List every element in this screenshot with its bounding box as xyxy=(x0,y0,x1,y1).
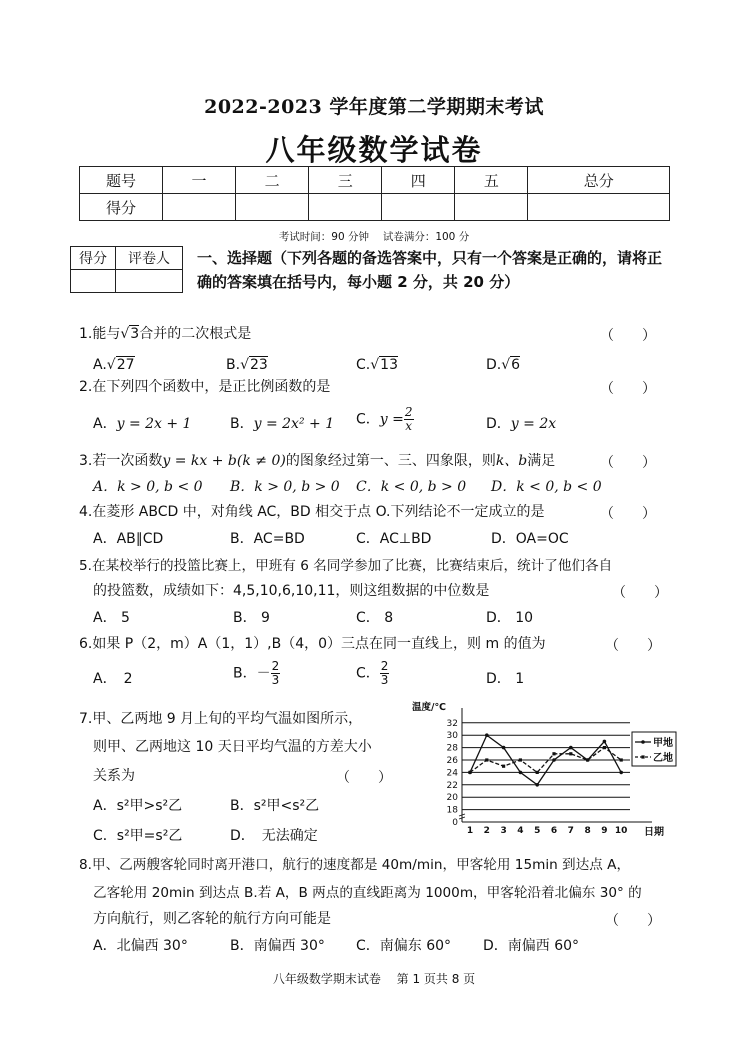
data-point xyxy=(536,771,539,774)
q1-text-pre: 1.能与 xyxy=(79,326,121,342)
q6-option-a: A． 2 xyxy=(93,671,133,687)
data-point xyxy=(485,733,489,737)
q7-option-a: A．s²甲>s²乙 xyxy=(93,798,183,814)
answer-blank-6[interactable]: （ ） xyxy=(605,638,661,654)
data-point xyxy=(485,758,488,761)
data-point xyxy=(586,758,589,761)
q1-text-post: 合并的二次根式是 xyxy=(139,326,252,342)
q4-option-d: D．OA=OC xyxy=(491,531,569,547)
exam-subtitle: 八年级数学试卷 xyxy=(265,133,483,167)
x-tick-label: 3 xyxy=(500,826,507,836)
data-point xyxy=(502,746,506,750)
q8-option-c: C．南偏东 60° xyxy=(356,938,452,954)
q3-option-c: C．k < 0, b > 0 xyxy=(356,479,467,495)
q5-option-c: C． 8 xyxy=(356,610,394,626)
x-tick-label: 6 xyxy=(550,826,558,836)
q3-option-a: A．k > 0, b < 0 xyxy=(93,479,203,495)
answer-blank-2[interactable]: （ ） xyxy=(600,381,656,397)
question-8-stem-line1: 8.甲、乙两艘客轮同时离开港口，航行的速度都是 40m/min，甲客轮用 15min 到达点 A， xyxy=(79,857,631,873)
exam-title: 2022-2023 学年度第二学期期末考试 xyxy=(204,96,544,118)
question-5-stem-line2: 的投篮数，成绩如下：4,5,10,6,10,11，则这组数据的中位数是 xyxy=(93,583,490,599)
score-cell[interactable] xyxy=(382,194,455,221)
grader-score-cell[interactable] xyxy=(71,270,116,293)
data-point xyxy=(603,740,607,744)
question-8-stem-line3: 方向航行，则乙客轮的航行方向可能是 xyxy=(93,911,331,927)
section-1-line: 一、选择题（下列各题的备选答案中，只有一个答案是正确的，请将正 xyxy=(197,249,663,267)
question-7-stem-line1: 7.甲、乙两地 9 月上旬的平均气温如图所示， xyxy=(79,711,363,727)
question-4-stem: 4.在菱形 ABCD 中，对角线 AC，BD 相交于点 O.下列结论不一定成立的是 xyxy=(79,504,545,520)
question-5-stem-line1: 5.在某校举行的投篮比赛上，甲班有 6 名同学参加了比赛，比赛结束后，统计了他们各自 xyxy=(79,558,613,574)
legend-marker xyxy=(641,740,645,744)
x-tick-label: 4 xyxy=(517,826,524,836)
chart-legend xyxy=(632,732,676,766)
question-3-stem: 3.若一次函数y = kx + b(k ≠ 0)的图象经过第一、三、四象限，则k、b满足 xyxy=(79,453,556,469)
question-8-stem-line2: 乙客轮用 20min 到达点 B.若 A，B 两点的直线距离为 1000m，甲客轮沿着北偏东 30° 的 xyxy=(93,885,642,901)
grader-name-cell[interactable] xyxy=(116,270,183,293)
grader-score-label: 得分 xyxy=(71,247,116,270)
sqrt-icon: √ xyxy=(120,326,130,342)
page-footer: 八年级数学期末试卷 第 1 页共 8 页 xyxy=(272,972,476,986)
chart-canvas xyxy=(408,700,678,845)
question-7-stem-line3: 关系为 xyxy=(93,768,135,784)
q4-option-c: C．AC⊥BD xyxy=(356,531,432,547)
q3-option-d: D．k < 0, b < 0 xyxy=(491,479,602,495)
q7-option-d: D． 无法确定 xyxy=(230,828,318,844)
score-header-cell: 三 xyxy=(309,167,382,194)
score-header-cell: 二 xyxy=(236,167,309,194)
y-tick-label: 22 xyxy=(446,780,458,791)
data-point xyxy=(468,771,471,774)
exam-info: 考试时间：90 分钟 试卷满分：100 分 xyxy=(278,231,470,243)
q5-option-b: B． 9 xyxy=(233,610,270,626)
q6-option-d: D． 1 xyxy=(486,671,525,687)
q5-option-d: D． 10 xyxy=(486,610,534,626)
q2-option-c: C．y = $\frac{2}{x}$ xyxy=(356,405,413,433)
data-point xyxy=(519,758,522,761)
question-7-stem-line2: 则甲、乙两地这 10 天日平均气温的方差大小 xyxy=(93,739,372,755)
question-1-stem xyxy=(79,325,251,343)
data-point xyxy=(619,771,623,775)
sqrt-icon: √ xyxy=(501,357,511,373)
q6-option-c: C． $\frac{2}{3}$ xyxy=(356,659,389,687)
sqrt-icon: √ xyxy=(240,357,249,373)
q1-option-a: A.√27 xyxy=(93,357,135,373)
score-cell[interactable] xyxy=(455,194,528,221)
q1-option-b: B.√23 xyxy=(226,357,268,373)
legend-label: 甲地 xyxy=(653,738,673,749)
q4-option-a: A．AB∥CD xyxy=(93,531,164,547)
x-axis-label: 日期 xyxy=(644,827,664,838)
y-tick-label: 18 xyxy=(446,805,458,816)
answer-blank-7[interactable]: （ ） xyxy=(336,770,392,786)
q8-option-a: A．北偏西 30° xyxy=(93,938,188,954)
sqrt-icon: √ xyxy=(106,357,116,373)
q6-option-b: B．－ $\frac{2}{3}$ xyxy=(233,659,280,687)
data-point xyxy=(569,752,572,755)
answer-blank-1[interactable]: （ ） xyxy=(600,328,656,344)
data-point xyxy=(603,746,606,749)
temperature-line-chart xyxy=(408,700,678,845)
score-header-cell: 四 xyxy=(382,167,455,194)
y-tick-label: 0 xyxy=(452,818,458,828)
q2-option-a: A．y = 2x + 1 xyxy=(93,416,192,432)
x-tick-label: 5 xyxy=(534,826,541,836)
answer-blank-4[interactable]: （ ） xyxy=(600,506,656,522)
q8-option-b: B．南偏西 30° xyxy=(230,938,325,954)
score-table-score-row xyxy=(80,194,670,221)
y-axis-label: 温度/℃ xyxy=(412,702,446,713)
q1-option-d: D.√6 xyxy=(486,357,521,373)
score-cell[interactable] xyxy=(236,194,309,221)
q4-option-b: B．AC=BD xyxy=(230,531,305,547)
answer-blank-3[interactable]: （ ） xyxy=(600,455,656,471)
question-2-stem: 2.在下列四个函数中，是正比例函数的是 xyxy=(79,379,331,395)
question-6-stem: 6.如果 P（2，m）A（1，1）,B（4，0）三点在同一直线上，则 m 的值为 xyxy=(79,636,546,652)
x-tick-label: 9 xyxy=(601,826,608,836)
grader-name-label: 评卷人 xyxy=(116,247,183,270)
score-header-cell: 五 xyxy=(455,167,528,194)
y-tick-label: 24 xyxy=(446,768,458,779)
section-1-line: 确的答案填在括号内，每小题 2 分，共 20 分） xyxy=(197,273,520,291)
score-row-label: 得分 xyxy=(80,194,163,221)
q3-option-b: B．k > 0, b > 0 xyxy=(230,479,340,495)
y-tick-label: 20 xyxy=(446,793,458,804)
x-tick-label: 7 xyxy=(567,826,574,836)
grader-box xyxy=(70,246,183,293)
score-table-header-row xyxy=(80,167,670,194)
y-tick-label: 30 xyxy=(446,731,458,742)
x-tick-label: 1 xyxy=(466,826,474,836)
q2-option-d: D．y = 2x xyxy=(486,416,557,432)
q2-option-b: B．y = 2x² + 1 xyxy=(230,416,335,432)
data-point xyxy=(552,758,556,762)
score-table xyxy=(79,166,670,221)
legend-marker xyxy=(641,755,644,758)
score-cell[interactable] xyxy=(163,194,236,221)
data-point xyxy=(502,765,505,768)
data-point xyxy=(535,783,539,787)
data-point xyxy=(552,752,555,755)
answer-blank-8[interactable]: （ ） xyxy=(605,913,661,929)
data-point xyxy=(519,771,523,775)
x-tick-label: 10 xyxy=(614,826,628,836)
x-tick-label: 2 xyxy=(483,826,490,836)
q1-option-c: C.√13 xyxy=(356,357,398,373)
score-header-cell: 总分 xyxy=(528,167,670,194)
data-point xyxy=(569,746,573,750)
score-cell[interactable] xyxy=(528,194,670,221)
score-header-cell: 题号 xyxy=(80,167,163,194)
q5-option-a: A． 5 xyxy=(93,610,130,626)
y-tick-label: 28 xyxy=(446,743,458,754)
score-cell[interactable] xyxy=(309,194,382,221)
data-point xyxy=(620,758,623,761)
sqrt-icon: √ xyxy=(370,357,380,373)
q7-option-c: C．s²甲=s²乙 xyxy=(93,828,183,844)
y-tick-label: 32 xyxy=(446,718,458,729)
section-1-instructions xyxy=(197,246,677,294)
y-tick-label: 26 xyxy=(446,756,458,766)
x-tick-label: 8 xyxy=(584,826,591,836)
q8-option-d: D．南偏西 60° xyxy=(483,938,580,954)
answer-blank-5[interactable]: （ ） xyxy=(612,585,668,601)
q1-radicand: 3 xyxy=(130,326,140,342)
score-header-cell: 一 xyxy=(163,167,236,194)
q7-option-b: B．s²甲<s²乙 xyxy=(230,798,320,814)
legend-label: 乙地 xyxy=(653,753,673,764)
